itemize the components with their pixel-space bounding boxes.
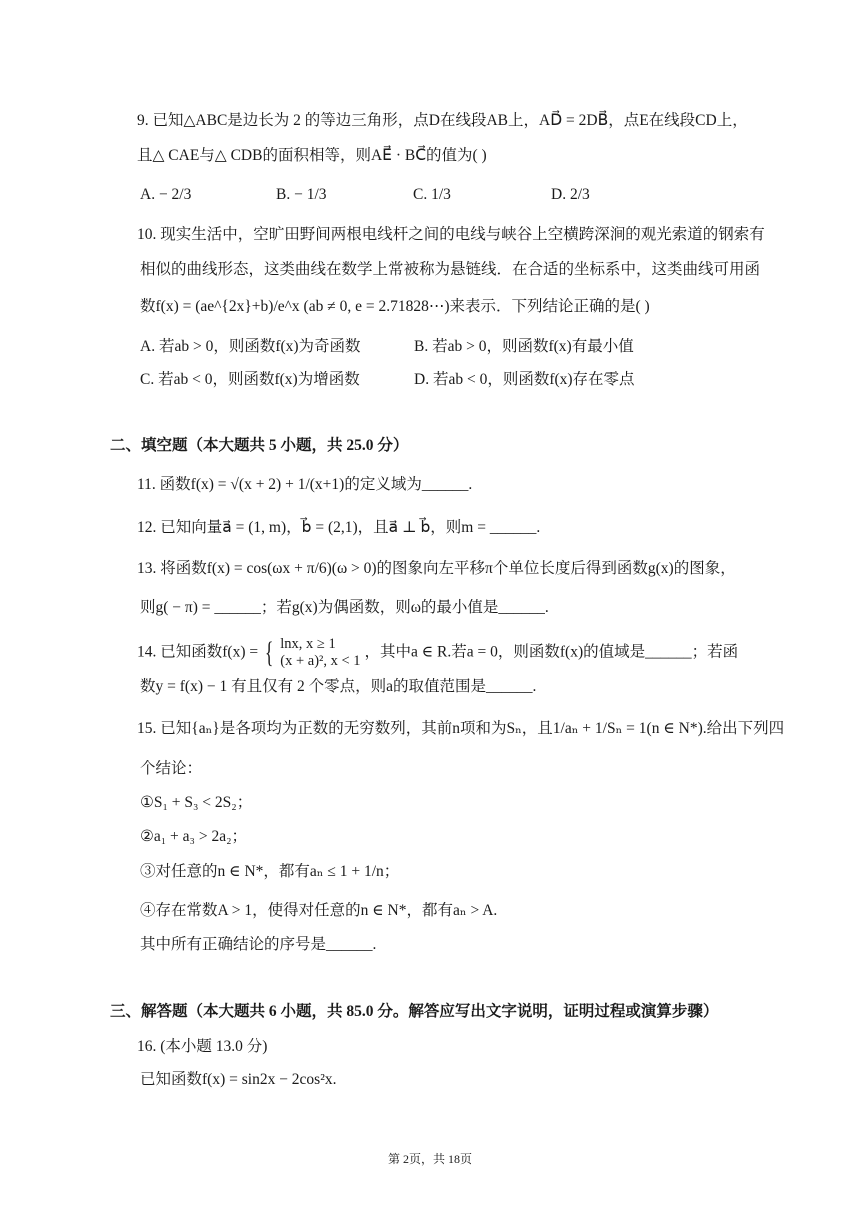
q15-conclusion-4: ④存在常数A > 1，使得对任意的n ∈ N*，都有aₙ > A. (140, 902, 498, 919)
q9-option-a: A. − 2/3 (140, 186, 192, 203)
q10-option-a: A. 若ab > 0，则函数f(x)为奇函数 (140, 338, 361, 355)
q16-line2: 已知函数f(x) = sin2x − 2cos²x. (140, 1071, 337, 1088)
q13-line2: 则g( − π) = ______；若g(x)为偶函数，则ω的最小值是______. (140, 599, 549, 616)
q15-conclusion-1: ①S₁ + S₃ < 2S₂； (140, 794, 253, 811)
q9-line1: 9. 已知△ABC是边长为 2 的等边三角形，点D在线段AB上，AD⃗ = 2DB⃗，点E在线段CD上， (137, 112, 748, 129)
q14-suffix: ，其中a ∈ R.若a = 0，则函数f(x)的值域是______；若函 (364, 643, 739, 661)
q12: 12. 已知向量a⃗ = (1, m)，b⃗ = (2,1)，且a⃗ ⊥ b⃗，则m = ______. (137, 519, 541, 536)
q9-line2: 且△ CAE与△ CDB的面积相等，则AE⃗ · BC⃗的值为( ) (137, 147, 487, 164)
q10-line1: 10. 现实生活中，空旷田野间两根电线杆之间的电线与峡谷上空横跨深涧的观光索道的钢索有 (137, 226, 765, 243)
q14-line1 (137, 636, 738, 670)
q15-line2: 个结论： (140, 760, 203, 777)
q14-brace: { (264, 636, 274, 669)
section-answer-heading: 三、解答题（本大题共 6 小题，共 85.0 分。解答应写出文字说明，证明过程或演算步骤） (110, 1003, 719, 1020)
q15-conclusion-2: ②a₁ + a₃ > 2a₂； (140, 828, 247, 845)
q10-line3: 数f(x) = (ae^{2x}+b)/e^x (ab ≠ 0, e = 2.71828⋯)来表示．下列结论正确的是( ) (140, 298, 650, 315)
q15-tail: 其中所有正确结论的序号是______. (140, 936, 377, 953)
q9-option-d: D. 2/3 (551, 186, 590, 203)
q14-case-1: lnx, x ≥ 1 (280, 636, 336, 652)
q9-option-c: C. 1/3 (413, 186, 451, 203)
q14-prefix: 14. 已知函数f(x) = (137, 643, 262, 661)
q13-line1: 13. 将函数f(x) = cos(ωx + π/6)(ω > 0)的图象向左平移π个单位长度后得到函数g(x)的图象， (137, 560, 736, 577)
q15-conclusion-3: ③对任意的n ∈ N*，都有aₙ ≤ 1 + 1/n； (140, 863, 400, 880)
q14-line2: 数y = f(x) − 1 有且仅有 2 个零点，则a的取值范围是______. (140, 678, 537, 695)
q10-option-c: C. 若ab < 0，则函数f(x)为增函数 (140, 371, 360, 388)
q10-option-d: D. 若ab < 0，则函数f(x)存在零点 (414, 371, 635, 388)
section-fill-in-heading: 二、填空题（本大题共 5 小题，共 25.0 分） (110, 437, 409, 454)
q9-option-b: B. − 1/3 (276, 186, 327, 203)
q14-cases (280, 636, 360, 670)
q10-line2: 相似的曲线形态，这类曲线在数学上常被称为悬链线．在合适的坐标系中，这类曲线可用函 (140, 261, 761, 278)
q10-option-b: B. 若ab > 0，则函数f(x)有最小值 (414, 338, 634, 355)
q16-line1: 16. (本小题 13.0 分) (137, 1038, 268, 1055)
q11: 11. 函数f(x) = √(x + 2) + 1/(x+1)的定义域为______. (137, 476, 473, 493)
page-footer: 第 2页，共 18页 (387, 1152, 472, 1166)
q15-line1: 15. 已知{aₙ}是各项均为正数的无穷数列，其前n项和为Sₙ，且1/aₙ + 1/Sₙ = 1(n ∈ N*).给出下列四 (137, 720, 785, 737)
q14-case-2: (x + a)², x < 1 (280, 653, 361, 669)
